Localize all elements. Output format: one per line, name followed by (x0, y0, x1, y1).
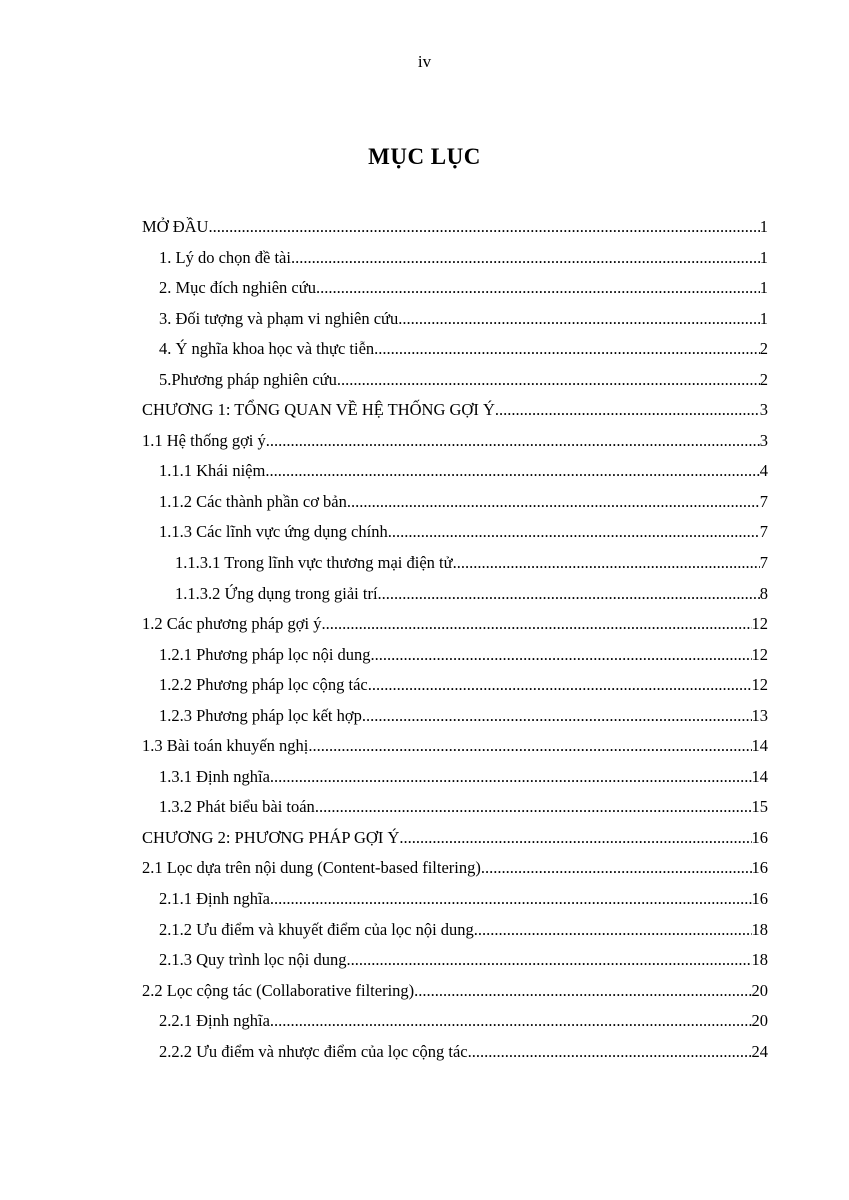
toc-entry[interactable] (142, 304, 768, 335)
toc-entry-title: 1.3 Bài toán khuyến nghị (142, 736, 309, 756)
toc-entry-page-number: 14 (751, 766, 768, 786)
toc-entry-title: 1.1.3 Các lĩnh vực ứng dụng chính (159, 522, 388, 542)
toc-entry-page-number: 18 (751, 950, 768, 970)
toc-dot-leader (368, 670, 752, 701)
toc-entry-title: 1.3.1 Định nghĩa (159, 766, 270, 786)
toc-entry[interactable] (142, 334, 768, 365)
toc-dot-leader (270, 762, 752, 793)
toc-entry[interactable] (142, 426, 768, 457)
toc-dot-leader (270, 884, 752, 915)
toc-dot-leader (208, 212, 759, 243)
toc-entry-title: MỞ ĐẦU (142, 217, 209, 236)
toc-entry[interactable] (142, 640, 768, 671)
toc-entry[interactable] (142, 976, 768, 1007)
toc-entry-title: 2.1.1 Định nghĩa (159, 889, 270, 909)
toc-dot-leader (474, 915, 752, 946)
toc-entry-page-number: 16 (751, 858, 768, 878)
toc-dot-leader (371, 640, 752, 671)
toc-entry-page-number: 7 (759, 522, 768, 542)
toc-entry-title: 5.Phương pháp nghiên cứu (159, 369, 337, 389)
toc-entry-page-number: 18 (751, 919, 768, 939)
page-number: iv (417, 52, 432, 71)
toc-entry-page-number: 1 (759, 217, 768, 236)
toc-dot-leader (265, 456, 759, 487)
toc-title: MỤC LỤC (368, 144, 481, 169)
toc-dot-leader (362, 701, 752, 732)
toc-entry-page-number: 1 (759, 308, 768, 328)
toc-entry-title: 1.1.2 Các thành phần cơ bản (159, 491, 347, 511)
toc-entry-title: 4. Ý nghĩa khoa học và thực tiễn (159, 339, 375, 359)
toc-entry-page-number: 3 (759, 400, 768, 420)
toc-entry[interactable] (142, 1006, 768, 1037)
toc-entry-title: 3. Đối tượng và phạm vi nghiên cứu (159, 308, 399, 328)
toc-dot-leader (453, 548, 760, 579)
toc-dot-leader (337, 365, 760, 396)
toc-entry[interactable] (142, 701, 768, 732)
toc-dot-leader (388, 517, 760, 548)
toc-entry-page-number: 7 (759, 491, 768, 511)
toc-entry[interactable] (142, 212, 768, 243)
toc-entry-title: 2. Mục đích nghiên cứu (159, 278, 316, 298)
toc-entry[interactable] (142, 487, 768, 518)
toc-entry[interactable] (142, 243, 768, 274)
toc-entry-title: 1.2.2 Phương pháp lọc cộng tác (159, 675, 368, 695)
toc-entry-title: 1.2.3 Phương pháp lọc kết hợp (159, 705, 362, 725)
toc-entry[interactable] (142, 517, 768, 548)
toc-dot-leader (291, 243, 760, 274)
toc-entry-page-number: 12 (751, 614, 768, 634)
toc-dot-leader (398, 304, 760, 335)
toc-entry[interactable] (142, 548, 768, 579)
toc-dot-leader (315, 792, 752, 823)
toc-entry-page-number: 13 (751, 705, 768, 725)
toc-dot-leader (266, 426, 760, 457)
toc-entry-title: CHƯƠNG 2: PHƯƠNG PHÁP GỢI Ý (142, 827, 400, 847)
toc-dot-leader (378, 579, 760, 610)
toc-entry[interactable] (142, 273, 768, 304)
toc-dot-leader (468, 1037, 752, 1068)
toc-entry-page-number: 16 (751, 827, 768, 847)
toc-entry[interactable] (142, 1037, 768, 1068)
toc-entry[interactable] (142, 670, 768, 701)
toc-dot-leader (399, 823, 751, 854)
toc-entry-page-number: 14 (751, 736, 768, 756)
toc-entry-title: 2.2 Lọc cộng tác (Collaborative filtering) (142, 980, 415, 1000)
toc-entry[interactable] (142, 853, 768, 884)
toc-entry-page-number: 2 (759, 339, 768, 359)
toc-entry-page-number: 20 (751, 1011, 768, 1031)
toc-entry[interactable] (142, 884, 768, 915)
toc-entry-title: CHƯƠNG 1: TỔNG QUAN VỀ HỆ THỐNG GỢI Ý (142, 400, 495, 420)
toc-entry-page-number: 15 (751, 797, 768, 817)
toc-entry-title: 1.2.1 Phương pháp lọc nội dung (159, 644, 371, 664)
toc-entry-title: 1. Lý do chọn đề tài (159, 247, 291, 267)
toc-entry-page-number: 8 (759, 583, 768, 603)
toc-entry-page-number: 4 (759, 461, 768, 481)
toc-dot-leader (316, 273, 760, 304)
toc-entry-title: 2.1 Lọc dựa trên nội dung (Content-based filtering) (142, 858, 481, 878)
toc-dot-leader (374, 334, 760, 365)
toc-entry-page-number: 2 (759, 369, 768, 389)
toc-entry-page-number: 1 (759, 247, 768, 267)
toc-dot-leader (270, 1006, 752, 1037)
toc-dot-leader (308, 731, 751, 762)
toc-entry[interactable] (142, 395, 768, 426)
toc-entry[interactable] (142, 792, 768, 823)
toc-dot-leader (321, 609, 751, 640)
toc-dot-leader (347, 487, 760, 518)
toc-entry-page-number: 1 (759, 278, 768, 298)
toc-entry-page-number: 12 (751, 644, 768, 664)
toc-entry-title: 2.1.2 Ưu điểm và khuyết điểm của lọc nội dung (159, 919, 474, 939)
toc-dot-leader (481, 853, 752, 884)
toc-entry-title: 1.1.3.2 Ứng dụng trong giải trí (175, 583, 378, 603)
toc-dot-leader (346, 945, 751, 976)
toc-entry[interactable] (142, 762, 768, 793)
toc-entry[interactable] (142, 579, 768, 610)
toc-entry-title: 1.1.1 Khái niệm (159, 461, 266, 481)
toc-entry[interactable] (142, 456, 768, 487)
toc-entry-page-number: 24 (751, 1041, 768, 1061)
toc-entry-title: 2.2.2 Ưu điểm và nhược điểm của lọc cộng tác (159, 1041, 468, 1061)
toc-entry-page-number: 16 (751, 889, 768, 909)
toc-dot-leader (414, 976, 751, 1007)
toc-entry-title: 1.1 Hệ thống gợi ý (142, 430, 266, 450)
toc-entry-title: 1.3.2 Phát biểu bài toán (159, 797, 315, 817)
toc-entry[interactable] (142, 945, 768, 976)
toc-entry[interactable] (142, 609, 768, 640)
toc-entry[interactable] (142, 731, 768, 762)
table-of-contents (142, 212, 768, 1067)
toc-entry-page-number: 12 (751, 675, 768, 695)
toc-entry-title: 1.1.3.1 Trong lĩnh vực thương mại điện tử (175, 553, 453, 573)
toc-entry[interactable] (142, 823, 768, 854)
toc-entry-page-number: 3 (759, 430, 768, 450)
toc-entry-page-number: 7 (759, 553, 768, 573)
toc-entry-page-number: 20 (751, 980, 768, 1000)
toc-entry-title: 2.2.1 Định nghĩa (159, 1011, 270, 1031)
toc-entry-title: 2.1.3 Quy trình lọc nội dung (159, 950, 347, 970)
toc-entry-title: 1.2 Các phương pháp gợi ý (142, 614, 322, 634)
toc-dot-leader (495, 395, 760, 426)
toc-entry[interactable] (142, 365, 768, 396)
toc-entry[interactable] (142, 915, 768, 946)
